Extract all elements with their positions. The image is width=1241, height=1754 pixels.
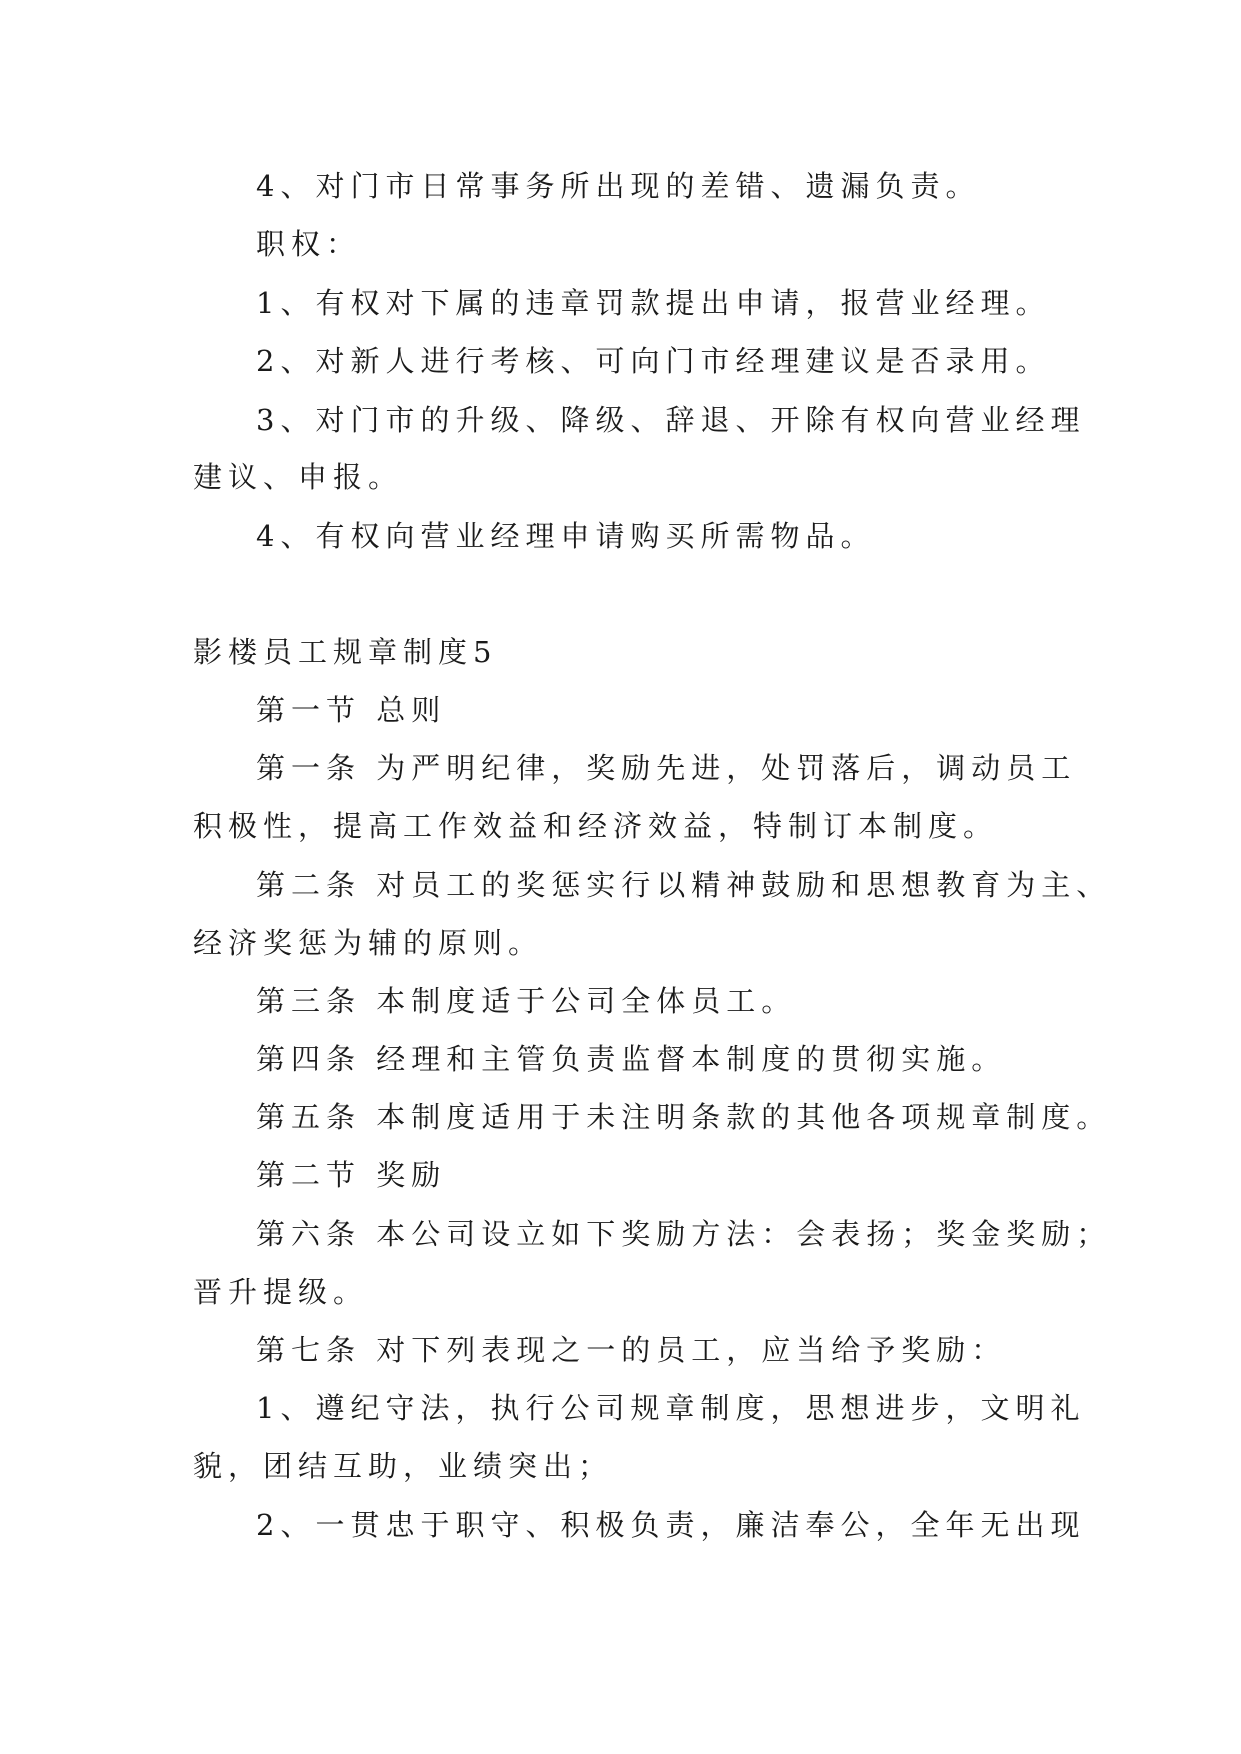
section-heading: 第一节 总则 (256, 693, 447, 727)
paragraph-line: 第四条 经理和主管负责监督本制度的贯彻实施。 (256, 1042, 1007, 1076)
paragraph-line: 第一条 为严明纪律，奖励先进，处罚落后，调动员工 (256, 751, 1077, 785)
section-heading: 第二节 奖励 (256, 1158, 447, 1192)
paragraph-line: 2、对新人进行考核、可向门市经理建议是否录用。 (256, 344, 1051, 378)
paragraph-line: 第七条 对下列表现之一的员工，应当给予奖励： (256, 1333, 1007, 1367)
paragraph-line: 经济奖惩为辅的原则。 (193, 926, 544, 960)
document-title: 影楼员工规章制度5 (193, 635, 498, 669)
paragraph-line: 建议、申报。 (193, 460, 404, 494)
paragraph-line: 第五条 本制度适用于未注明条款的其他各项规章制度。 (256, 1100, 1112, 1134)
paragraph-line: 晋升提级。 (193, 1275, 369, 1309)
paragraph-line: 2、一贯忠于职守、积极负责，廉洁奉公，全年无出现 (256, 1508, 1086, 1542)
paragraph-line: 1、遵纪守法，执行公司规章制度，思想进步，文明礼 (256, 1391, 1086, 1425)
paragraph-line: 貌，团结互助，业绩突出； (193, 1449, 614, 1483)
paragraph-line: 1、有权对下属的违章罚款提出申请，报营业经理。 (256, 286, 1051, 320)
section-label-authority: 职权： (256, 227, 362, 261)
paragraph-line: 第三条 本制度适于公司全体员工。 (256, 984, 797, 1018)
paragraph-line: 第二条 对员工的奖惩实行以精神鼓励和思想教育为主、 (256, 868, 1112, 902)
paragraph-line: 4、有权向营业经理申请购买所需物品。 (256, 519, 876, 553)
paragraph-line: 4、对门市日常事务所出现的差错、遗漏负责。 (256, 169, 981, 203)
paragraph-line: 积极性，提高工作效益和经济效益，特制订本制度。 (193, 809, 999, 843)
paragraph-line: 第六条 本公司设立如下奖励方法：会表扬；奖金奖励； (256, 1217, 1112, 1251)
paragraph-line: 3、对门市的升级、降级、辞退、开除有权向营业经理 (256, 403, 1086, 437)
